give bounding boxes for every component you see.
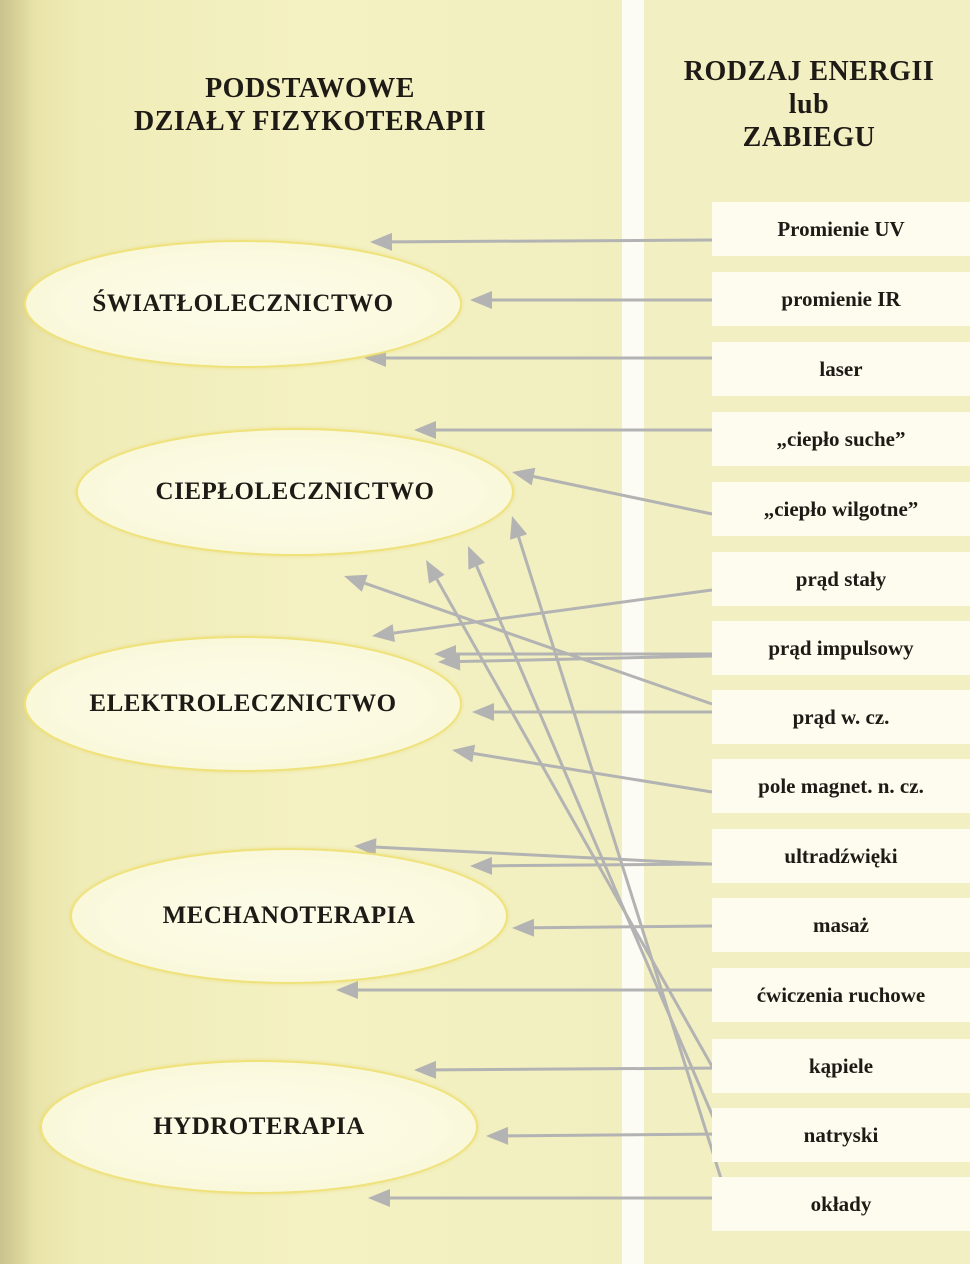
arrowhead-19 (468, 546, 485, 570)
energy-label: pole magnet. n. cz. (758, 773, 924, 798)
arrowhead-8 (472, 703, 494, 721)
branch-label: ŚWIATŁOLECZNICTWO (92, 290, 394, 317)
arrowhead-9 (452, 745, 475, 763)
branch-swiatlolecznictwo (24, 240, 462, 368)
arrowhead-12 (336, 981, 358, 999)
arrow-line-13 (436, 1068, 722, 1070)
energy-label: ćwiczenia ruchowe (756, 982, 926, 1007)
energy-item-prad-w-cz (712, 690, 970, 744)
energy-label: okłady (810, 1191, 872, 1216)
branch-hydroterapia (40, 1060, 478, 1194)
arrow-line-21 (376, 847, 712, 864)
arrowhead-18 (510, 516, 527, 540)
energy-label: kąpiele (808, 1053, 874, 1078)
energy-item-pole-magnet (712, 759, 970, 813)
branch-label: CIEPŁOLECZNICTWO (155, 478, 435, 505)
arrowhead-20 (426, 560, 445, 584)
energy-label: ultradźwięki (784, 843, 898, 868)
arrowhead-1 (370, 233, 392, 251)
energy-item-prad-staly (712, 552, 970, 606)
energy-heading-line-2: lub (788, 89, 830, 120)
branch-cieplolecznictwo (76, 428, 514, 556)
energy-label: „ciepło suche” (776, 426, 906, 451)
energy-item-laser (712, 342, 970, 396)
branch-elektrolecznictwo (24, 636, 462, 772)
arrow-line-10 (492, 864, 712, 866)
arrowhead-13 (414, 1061, 436, 1079)
branches-heading-line-1: PODSTAWOWE (205, 73, 415, 104)
energy-item-cieplo-wilgotne (712, 482, 970, 536)
energy-label: natryski (803, 1122, 879, 1147)
arrowhead-16 (344, 575, 368, 592)
energy-item-cieplo-suche (712, 412, 970, 466)
energy-label: laser (819, 356, 863, 381)
energy-item-masaz (712, 898, 970, 952)
energy-label: prąd w. cz. (792, 704, 890, 729)
energy-label: prąd impulsowy (768, 635, 914, 660)
arrow-line-6 (394, 590, 712, 633)
energy-item-cwiczenia-ruchowe (712, 968, 970, 1022)
branch-label: ELEKTROLECZNICTWO (89, 690, 397, 717)
energy-item-promienie-ir (712, 272, 970, 326)
arrowhead-5 (512, 468, 535, 486)
arrowhead-6 (372, 624, 395, 642)
arrow-line-14 (508, 1134, 722, 1136)
energy-item-ultradzwieki (712, 829, 970, 883)
energy-heading-line-3: ZABIEGU (742, 122, 876, 153)
energy-item-oklady (712, 1177, 970, 1231)
arrow-line-5 (534, 477, 712, 514)
energy-heading-line-1: RODZAJ ENERGII (683, 56, 935, 87)
energy-label: prąd stały (795, 566, 887, 591)
arrow-line-1 (392, 240, 712, 242)
arrow-line-19 (477, 566, 722, 1138)
energy-label: Promienie UV (777, 216, 905, 241)
branches-heading-line-2: DZIAŁY FIZYKOTERAPII (133, 106, 486, 137)
arrowhead-4 (414, 421, 436, 439)
arrowhead-15 (368, 1189, 390, 1207)
energy-item-promienie-uv (712, 202, 970, 256)
arrowhead-2 (470, 291, 492, 309)
energy-item-kapiele (712, 1039, 970, 1093)
arrowhead-11 (512, 919, 534, 937)
arrowhead-10 (470, 857, 492, 875)
arrowhead-14 (486, 1127, 508, 1145)
arrow-line-11 (534, 926, 712, 928)
energy-label: „ciepło wilgotne” (763, 496, 919, 521)
branch-label: HYDROTERAPIA (153, 1113, 365, 1140)
energy-label: masaż (813, 912, 869, 937)
branch-mechanoterapia (70, 848, 508, 984)
branch-label: MECHANOTERAPIA (162, 902, 416, 929)
energy-label: promienie IR (781, 286, 901, 311)
energy-item-natryski (712, 1108, 970, 1162)
energy-item-prad-impulsowy (712, 621, 970, 675)
